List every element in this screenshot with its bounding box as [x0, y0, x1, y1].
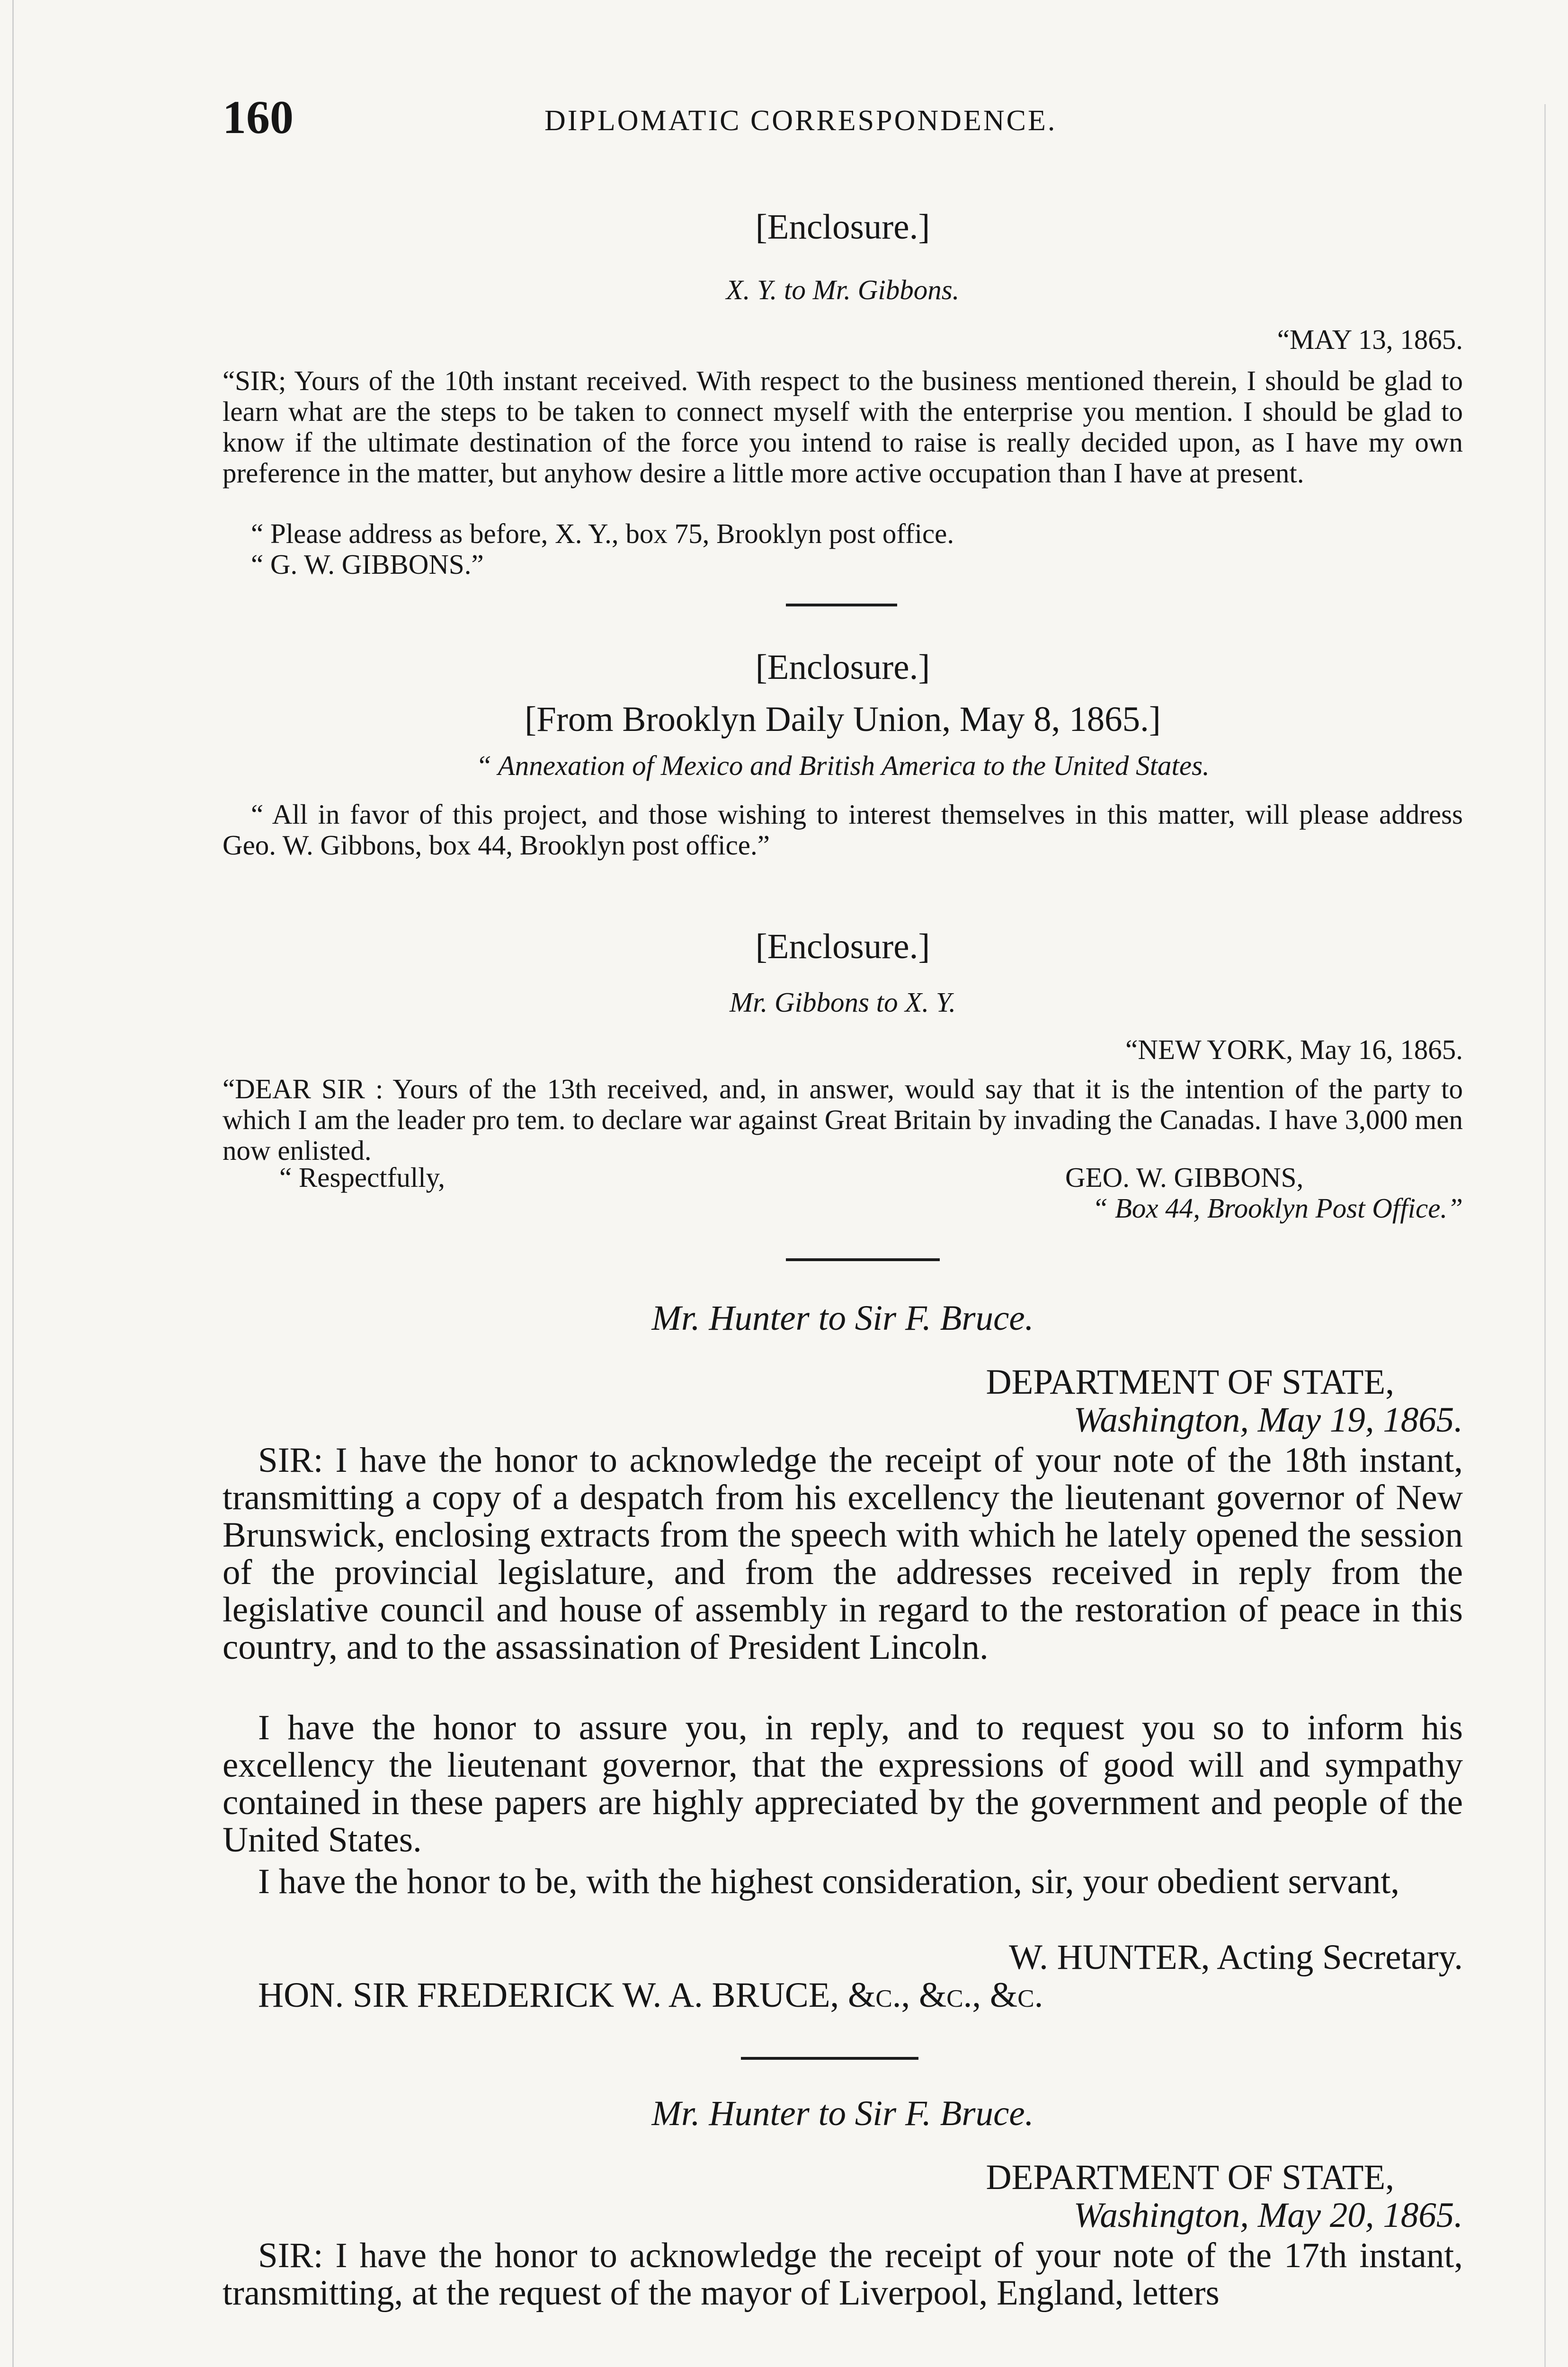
enclosure-3-heading: Mr. Gibbons to X. Y. [729, 987, 956, 1018]
letter-2-paragraph-1: SIR: I have the honor to acknowledge the receipt of your note of the 17th instant, transmitting, at the request of the mayor of Liverpool, England, letters [223, 2236, 1463, 2313]
enclosure-3-signer: GEO. W. GIBBONS, [1065, 1162, 1304, 1193]
enclosure-3-label: [Enclosure.] [755, 927, 930, 966]
letter-1-paragraph-1: SIR: I have the honor to acknowledge the receipt of your note of the 18th instant, transmitting a copy of a despatch from his excellency the lieutenant governor of New Brunswick, enclosing extracts from the speech with which he lately opened the session of the provincial legislature, and from the addresses received in reply from the legislative council and house of assembly in regard to the restoration of peace in this country, and to the assassination of President Lincoln. [223, 1441, 1463, 1667]
letter-1-addressee: HON. SIR FREDERICK W. A. BRUCE, &c., &c., &c. [258, 1975, 1043, 2015]
scan-edge-right [1544, 104, 1546, 2367]
letter-2-place-date: Washington, May 20, 1865. [1073, 2196, 1463, 2235]
enclosure-1-signer: “ G. W. GIBBONS.” [251, 549, 484, 580]
separator-rule [786, 1258, 940, 1261]
enclosure-3-body: “DEAR SIR : Yours of the 13th received, and, in answer, would say that it is the intention of the party to which I am the leader pro tem. to declare war against Great Britain by invading the Canadas. I have 3,000 men now enlisted. [223, 1073, 1463, 1166]
letter-1-place-date: Washington, May 19, 1865. [1073, 1400, 1463, 1440]
enclosure-1-body: “SIR; Yours of the 10th instant received. With respect to the business mentioned therein, I should be glad to learn what are the steps to be taken to connect myself with the enterprise you mention. I should be glad to know if the ultimate destination of the force you intend to raise is really decided upon, as I have my own preference in the matter, but anyhow desire a little more active occupation than I have at present. [223, 365, 1463, 489]
enclosure-2-headline: “ Annexation of Mexico and British America to the United States. [476, 750, 1210, 781]
enclosure-2-label: [Enclosure.] [755, 648, 930, 687]
page-number: 160 [223, 91, 294, 143]
enclosure-2-source: [From Brooklyn Daily Union, May 8, 1865.] [525, 700, 1161, 739]
separator-rule [786, 604, 897, 606]
scan-edge-left [12, 0, 14, 2367]
letter-1-signature: W. HUNTER, Acting Secretary. [1009, 1938, 1463, 1977]
enclosure-1-address-line: “ Please address as before, X. Y., box 75, Brooklyn post office. [251, 518, 954, 549]
letter-1-heading: Mr. Hunter to Sir F. Bruce. [651, 1299, 1034, 1338]
letter-2-heading: Mr. Hunter to Sir F. Bruce. [651, 2094, 1034, 2133]
running-head: DIPLOMATIC CORRESPONDENCE. [544, 105, 1057, 137]
enclosure-3-date: “NEW YORK, May 16, 1865. [1125, 1034, 1463, 1065]
letter-1-paragraph-3: I have the honor to be, with the highest consideration, sir, your obedient servant, [258, 1862, 1399, 1901]
separator-rule [741, 2057, 918, 2060]
enclosure-1-heading: X. Y. to Mr. Gibbons. [726, 274, 960, 305]
enclosure-1-label: [Enclosure.] [755, 207, 930, 247]
enclosure-1-date: “MAY 13, 1865. [1277, 324, 1463, 355]
enclosure-3-closing: “ Respectfully, [279, 1162, 445, 1193]
letter-1-department: DEPARTMENT OF STATE, [986, 1362, 1394, 1402]
enclosure-3-address: “ Box 44, Brooklyn Post Office.” [1092, 1192, 1463, 1224]
letter-1-paragraph-2: I have the honor to assure you, in reply, and to request you so to inform his excellency the lieutenant governor, that the expressions of good will and sympathy contained in these papers are highly appreciated by the government and people of the United States. [223, 1708, 1463, 1860]
enclosure-2-body: “ All in favor of this project, and those wishing to interest themselves in this matter, will please address Geo. W. Gibbons, box 44, Brooklyn post office.” [223, 799, 1463, 861]
letter-2-department: DEPARTMENT OF STATE, [986, 2158, 1394, 2197]
page-header [223, 90, 1463, 151]
